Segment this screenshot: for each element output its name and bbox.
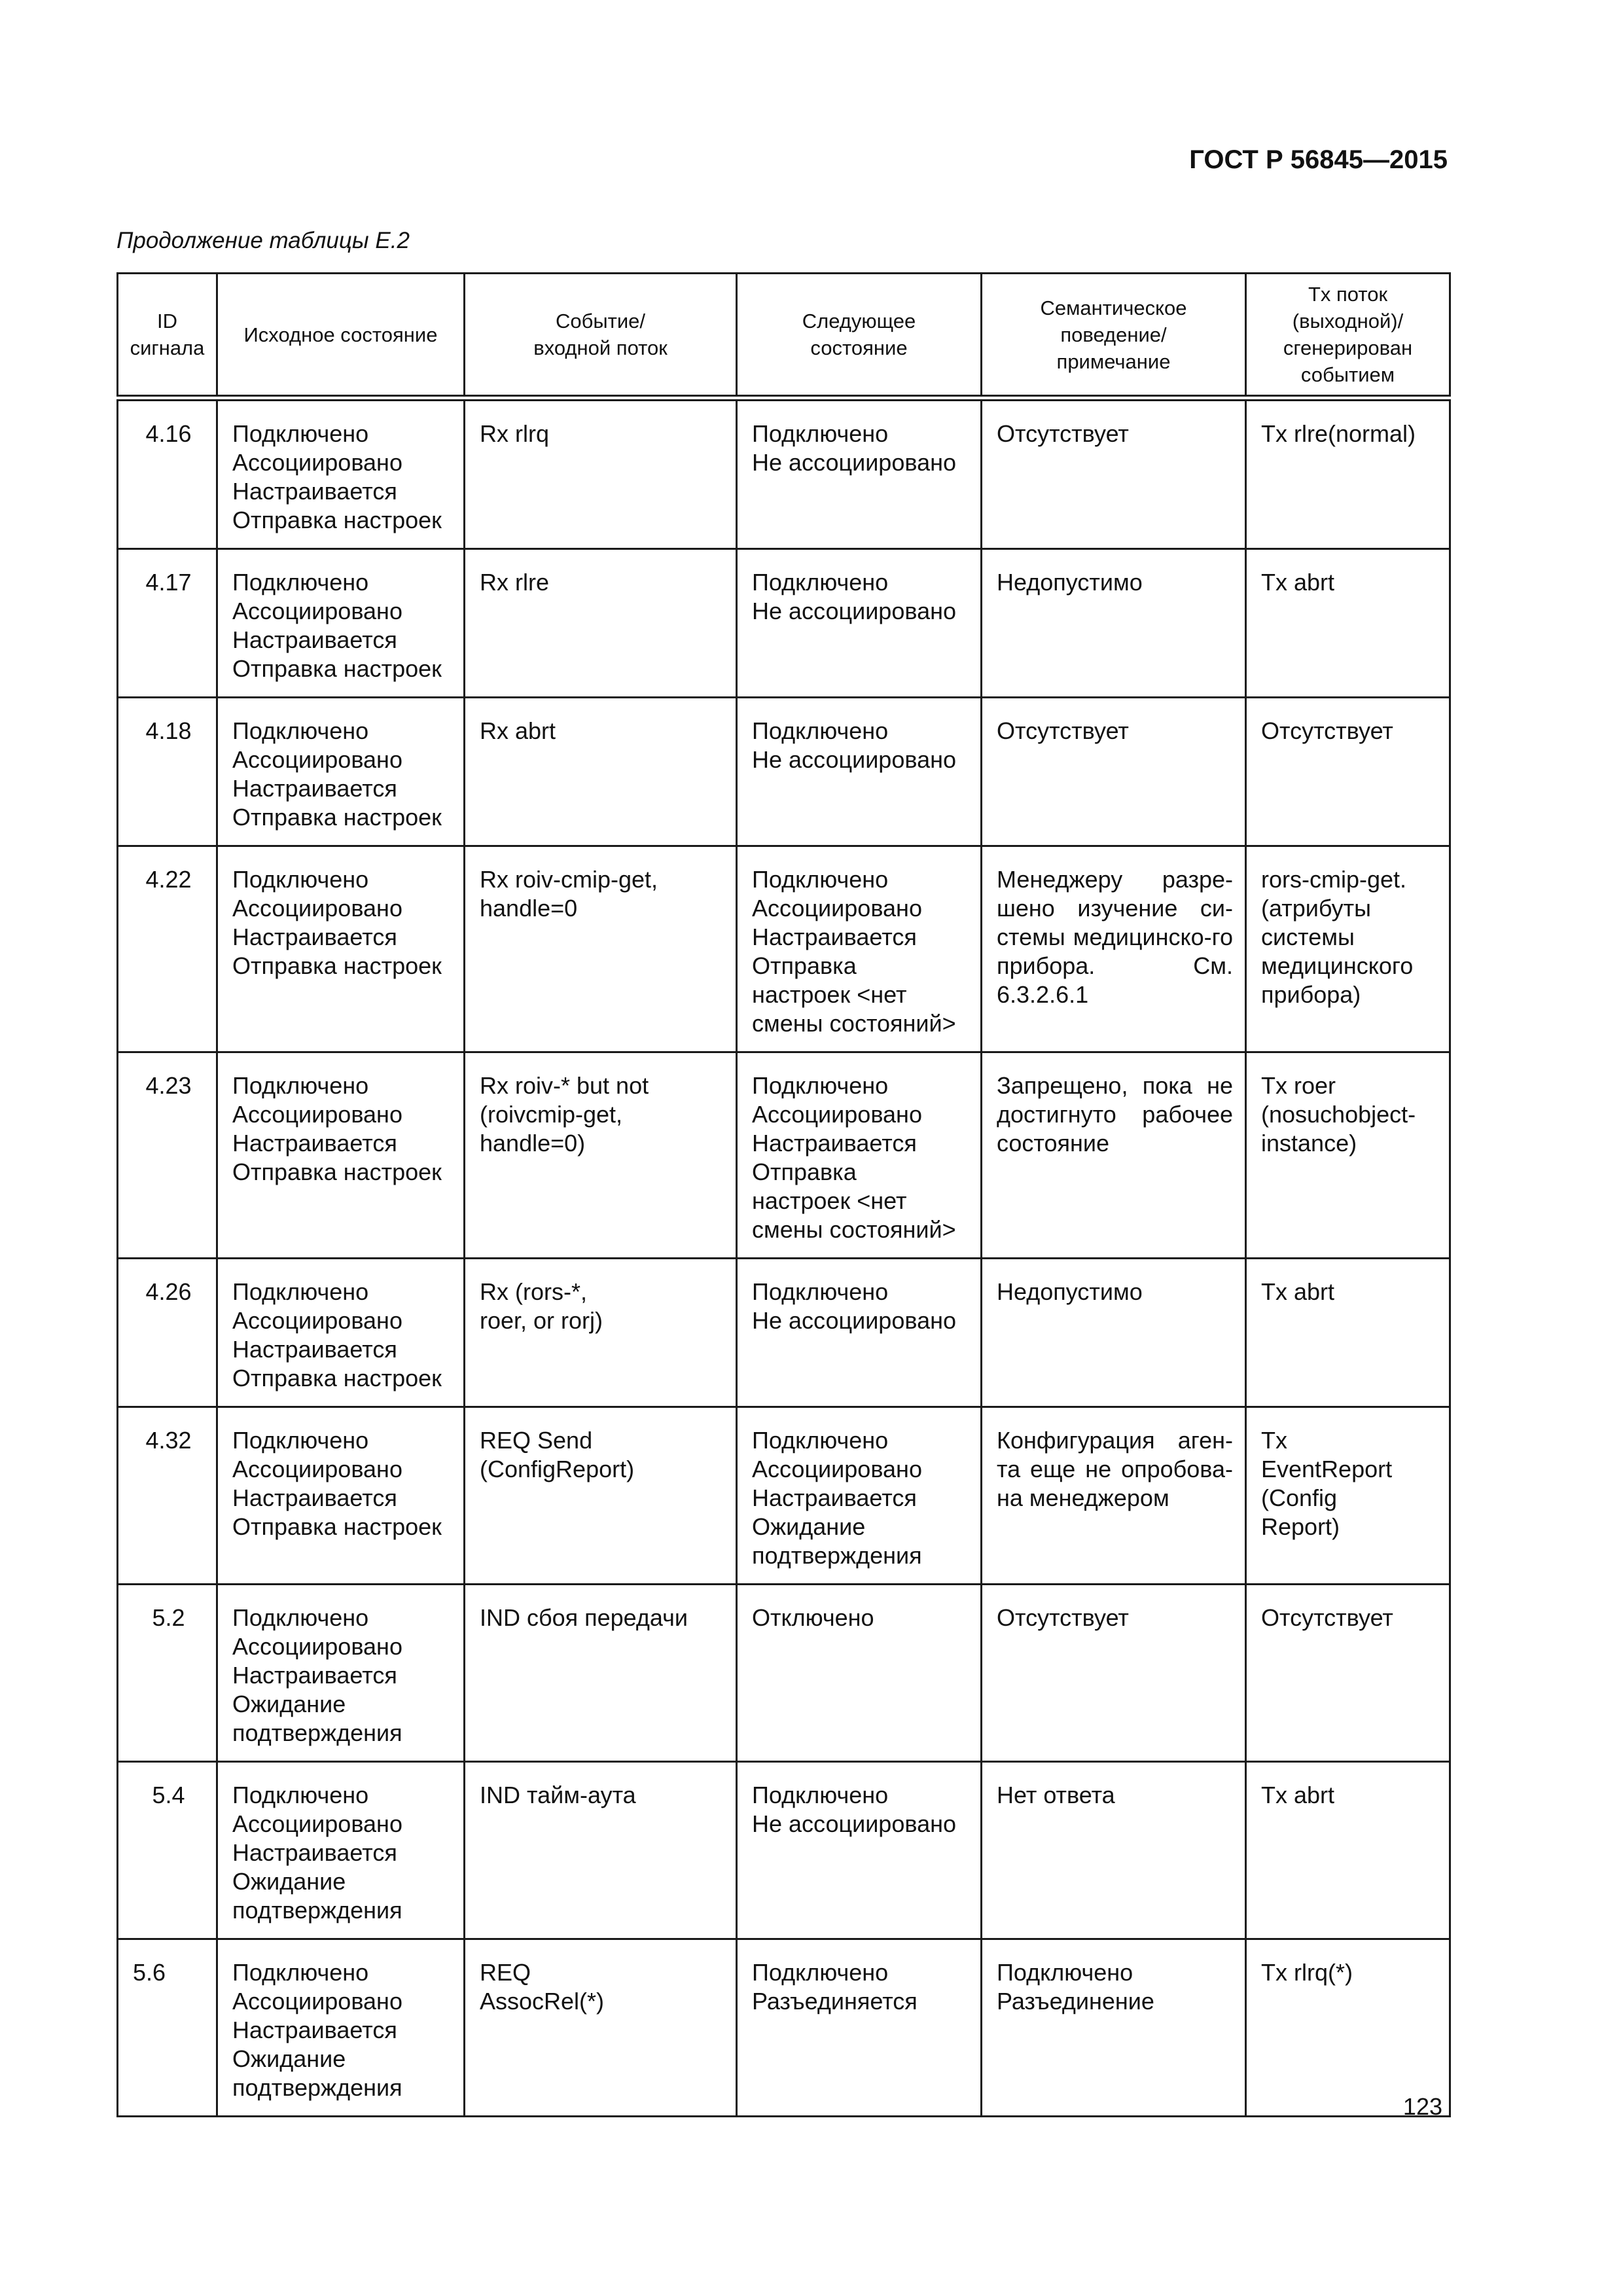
event: REQ Send (ConfigReport) bbox=[465, 1407, 737, 1585]
table-row bbox=[118, 698, 1450, 846]
tx-stream: Tx abrt bbox=[1246, 549, 1450, 698]
semantic: Отсутствует bbox=[982, 698, 1246, 846]
table-row bbox=[118, 1259, 1450, 1407]
table-row bbox=[118, 846, 1450, 1052]
event: Rx rlre bbox=[465, 549, 737, 698]
semantic: Недопустимо bbox=[982, 549, 1246, 698]
next-state: Подключено Не ассоциировано bbox=[737, 398, 982, 549]
semantic: Конфигурация аген-та еще не опробова-на менеджером bbox=[982, 1407, 1246, 1585]
initial-state: Подключено Ассоциировано Настраивается Ожидание подтверждения bbox=[217, 1585, 465, 1762]
next-state: Подключено Не ассоциировано bbox=[737, 698, 982, 846]
tx-stream: Tx EventReport (Config Report) bbox=[1246, 1407, 1450, 1585]
initial-state: Подключено Ассоциировано Настраивается Ожидание подтверждения bbox=[217, 1762, 465, 1939]
tx-stream: Tx abrt bbox=[1246, 1762, 1450, 1939]
header-row bbox=[118, 274, 1450, 399]
signal-id: 4.32 bbox=[118, 1407, 217, 1585]
initial-state: Подключено Ассоциировано Настраивается Отправка настроек bbox=[217, 1052, 465, 1259]
tx-stream: Отсутствует bbox=[1246, 1585, 1450, 1762]
initial-state: Подключено Ассоциировано Настраивается Отправка настроек bbox=[217, 549, 465, 698]
event: Rx rlrq bbox=[465, 398, 737, 549]
signal-id: 4.22 bbox=[118, 846, 217, 1052]
table-row bbox=[118, 1762, 1450, 1939]
next-state: Подключено Ассоциировано Настраивается Отправка настроек <нет смены состояний> bbox=[737, 1052, 982, 1259]
table-row bbox=[118, 1407, 1450, 1585]
transition-table bbox=[116, 272, 1451, 2117]
event: Rx abrt bbox=[465, 698, 737, 846]
header-tx: Tx поток (выходной)/ сгенерирован событием bbox=[1246, 274, 1450, 399]
signal-id: 5.4 bbox=[118, 1762, 217, 1939]
event: IND сбоя передачи bbox=[465, 1585, 737, 1762]
table-row bbox=[118, 1939, 1450, 2117]
table-row bbox=[118, 1585, 1450, 1762]
semantic: Подключено Разъединение bbox=[982, 1939, 1246, 2117]
initial-state: Подключено Ассоциировано Настраивается Отправка настроек bbox=[217, 846, 465, 1052]
event: Rx (rors-*, roer, or rorj) bbox=[465, 1259, 737, 1407]
table-caption: Продолжение таблицы Е.2 bbox=[116, 228, 410, 253]
tx-stream: rors-cmip-get. (атрибуты системы медицинского прибора) bbox=[1246, 846, 1450, 1052]
next-state: Подключено Ассоциировано Настраивается Ожидание подтверждения bbox=[737, 1407, 982, 1585]
tx-stream: Tx rlre(normal) bbox=[1246, 398, 1450, 549]
event: REQ AssocRel(*) bbox=[465, 1939, 737, 2117]
next-state: Подключено Не ассоциировано bbox=[737, 1259, 982, 1407]
page-number: 123 bbox=[1402, 2093, 1442, 2120]
semantic: Запрещено, пока не достигнуто рабочее состояние bbox=[982, 1052, 1246, 1259]
tx-stream: Tx rlrq(*) bbox=[1246, 1939, 1450, 2117]
next-state: Подключено Разъединяется bbox=[737, 1939, 982, 2117]
tx-stream: Tx abrt bbox=[1246, 1259, 1450, 1407]
tx-stream: Tx roer (nosuchobject- instance) bbox=[1246, 1052, 1450, 1259]
initial-state: Подключено Ассоциировано Настраивается Отправка настроек bbox=[217, 1407, 465, 1585]
initial-state: Подключено Ассоциировано Настраивается Отправка настроек bbox=[217, 1259, 465, 1407]
next-state: Подключено Не ассоциировано bbox=[737, 1762, 982, 1939]
semantic: Недопустимо bbox=[982, 1259, 1246, 1407]
next-state: Подключено Не ассоциировано bbox=[737, 549, 982, 698]
table-row bbox=[118, 398, 1450, 549]
next-state: Отключено bbox=[737, 1585, 982, 1762]
signal-id: 4.17 bbox=[118, 549, 217, 698]
semantic: Отсутствует bbox=[982, 398, 1246, 549]
table-row bbox=[118, 549, 1450, 698]
event: Rx roiv-* but not (roivcmip-get, handle=0) bbox=[465, 1052, 737, 1259]
signal-id: 4.26 bbox=[118, 1259, 217, 1407]
next-state: Подключено Ассоциировано Настраивается Отправка настроек <нет смены состояний> bbox=[737, 846, 982, 1052]
signal-id: 5.2 bbox=[118, 1585, 217, 1762]
semantic: Менеджеру разре-шено изучение си-стемы медицинско-го прибора. См. 6.3.2.6.1 bbox=[982, 846, 1246, 1052]
signal-id: 4.23 bbox=[118, 1052, 217, 1259]
signal-id: 4.16 bbox=[118, 398, 217, 549]
standard-header: ГОСТ Р 56845—2015 bbox=[1189, 145, 1448, 174]
tx-stream: Отсутствует bbox=[1246, 698, 1450, 846]
signal-id: 4.18 bbox=[118, 698, 217, 846]
initial-state: Подключено Ассоциировано Настраивается Отправка настроек bbox=[217, 698, 465, 846]
signal-id: 5.6 bbox=[118, 1939, 217, 2117]
header-id: ID сигнала bbox=[118, 274, 217, 399]
semantic: Отсутствует bbox=[982, 1585, 1246, 1762]
event: Rx roiv-cmip-get, handle=0 bbox=[465, 846, 737, 1052]
initial-state: Подключено Ассоциировано Настраивается Ожидание подтверждения bbox=[217, 1939, 465, 2117]
header-initial-state: Исходное состояние bbox=[217, 274, 465, 399]
header-event: Событие/ входной поток bbox=[465, 274, 737, 399]
semantic: Нет ответа bbox=[982, 1762, 1246, 1939]
event: IND тайм-аута bbox=[465, 1762, 737, 1939]
header-semantic: Семантическое поведение/ примечание bbox=[982, 274, 1246, 399]
table-row bbox=[118, 1052, 1450, 1259]
header-next-state: Следующее состояние bbox=[737, 274, 982, 399]
initial-state: Подключено Ассоциировано Настраивается Отправка настроек bbox=[217, 398, 465, 549]
